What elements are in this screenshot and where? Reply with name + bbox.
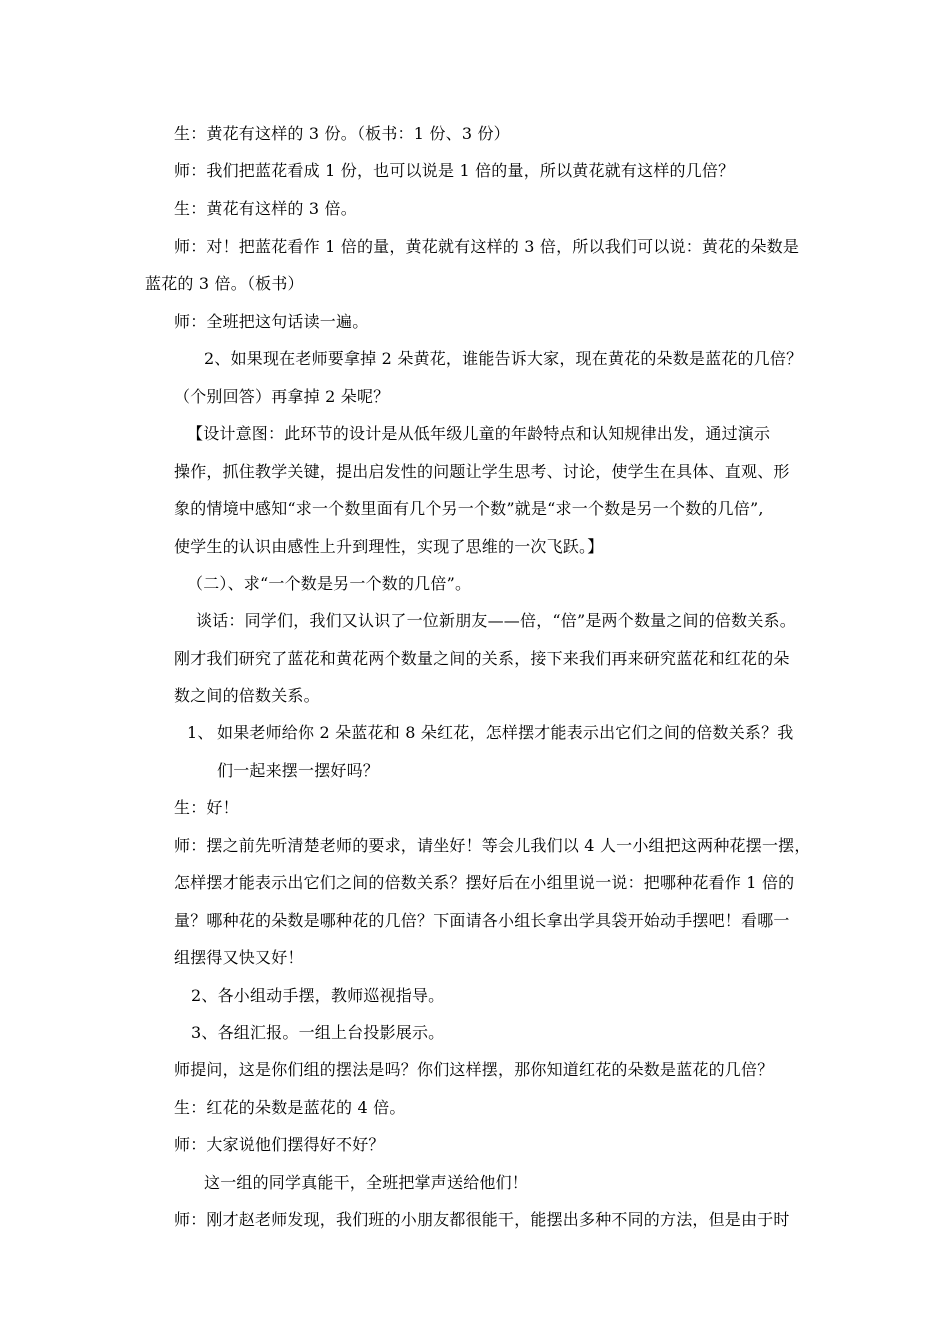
talk-paragraph: 谈话：同学们，我们又认识了一位新朋友——倍，“倍”是两个数量之间的倍数关系。 — [196, 611, 796, 630]
section-heading: （二）、求“一个数是另一个数的几倍”。 — [187, 574, 472, 593]
dialogue-line-continued: 组摆得又快又好！ — [174, 948, 304, 967]
step-item-continued: （个别回答）再拿掉 2 朵呢？ — [174, 387, 390, 406]
dialogue-line-continued: 蓝花的 3 倍。（板书） — [145, 274, 304, 293]
dialogue-line: 生：红花的朵数是蓝花的 4 倍。 — [174, 1098, 406, 1117]
dialogue-line: 生：黄花有这样的 3 份。（板书：1 份、3 份） — [174, 124, 510, 143]
dialogue-line-continued: 怎样摆才能表示出它们之间的倍数关系？摆好后在小组里说一说：把哪种花看作 1 倍的 — [174, 873, 795, 892]
dialogue-line: 生：黄花有这样的 3 倍。 — [174, 199, 357, 218]
dialogue-line: 师：对！把蓝花看作 1 倍的量，黄花就有这样的 3 倍，所以我们可以说：黄花的朵数是 — [174, 237, 800, 256]
dialogue-line: 师：大家说他们摆得好不好？ — [174, 1135, 385, 1154]
dialogue-line: 师：刚才赵老师发现，我们班的小朋友都很能干，能摆出多种不同的方法，但是由于时 — [174, 1210, 790, 1229]
list-number: 1、 — [187, 723, 214, 742]
dialogue-line: 生：好！ — [174, 798, 239, 817]
list-item-continued: 们一起来摆一摆好吗？ — [217, 761, 380, 780]
design-intent-note: 象的情境中感知“求一个数里面有几个另一个数”就是“求一个数是另一个数的几倍”, — [174, 499, 764, 518]
dialogue-line: 这一组的同学真能干，全班把掌声送给他们！ — [204, 1173, 529, 1192]
design-intent-note: 使学生的认识由感性上升到理性，实现了思维的一次飞跃。】 — [174, 537, 604, 556]
dialogue-line: 师：全班把这句话读一遍。 — [174, 312, 369, 331]
design-intent-note: 操作，抓住教学关键，提出启发性的问题让学生思考、讨论，使学生在具体、直观、形 — [174, 462, 790, 481]
talk-paragraph: 刚才我们研究了蓝花和黄花两个数量之间的关系，接下来我们再来研究蓝花和红花的朵 — [174, 649, 790, 668]
step-item: 2、如果现在老师要拿掉 2 朵黄花，谁能告诉大家，现在黄花的朵数是蓝花的几倍？ — [204, 349, 803, 368]
step-item: 2、各小组动手摆，教师巡视指导。 — [191, 986, 445, 1005]
dialogue-line: 师：我们把蓝花看成 1 份，也可以说是 1 倍的量，所以黄花就有这样的几倍？ — [174, 161, 735, 180]
design-intent-note: 【设计意图：此环节的设计是从低年级儿童的年龄特点和认知规律出发，通过演示 — [187, 424, 771, 443]
talk-paragraph: 数之间的倍数关系。 — [174, 686, 320, 705]
dialogue-line: 师提问，这是你们组的摆法是吗？你们这样摆，那你知道红花的朵数是蓝花的几倍？ — [174, 1060, 774, 1079]
dialogue-line-continued: 量？哪种花的朵数是哪种花的几倍？下面请各小组长拿出学具袋开始动手摆吧！看哪一 — [174, 911, 790, 930]
list-item: 如果老师给你 2 朵蓝花和 8 朵红花，怎样摆才能表示出它们之间的倍数关系？我 — [217, 723, 794, 742]
dialogue-line: 师：摆之前先听清楚老师的要求，请坐好！等会儿我们以 4 人一小组把这两种花摆一摆， — [174, 836, 811, 855]
step-item: 3、各组汇报。一组上台投影展示。 — [191, 1023, 445, 1042]
